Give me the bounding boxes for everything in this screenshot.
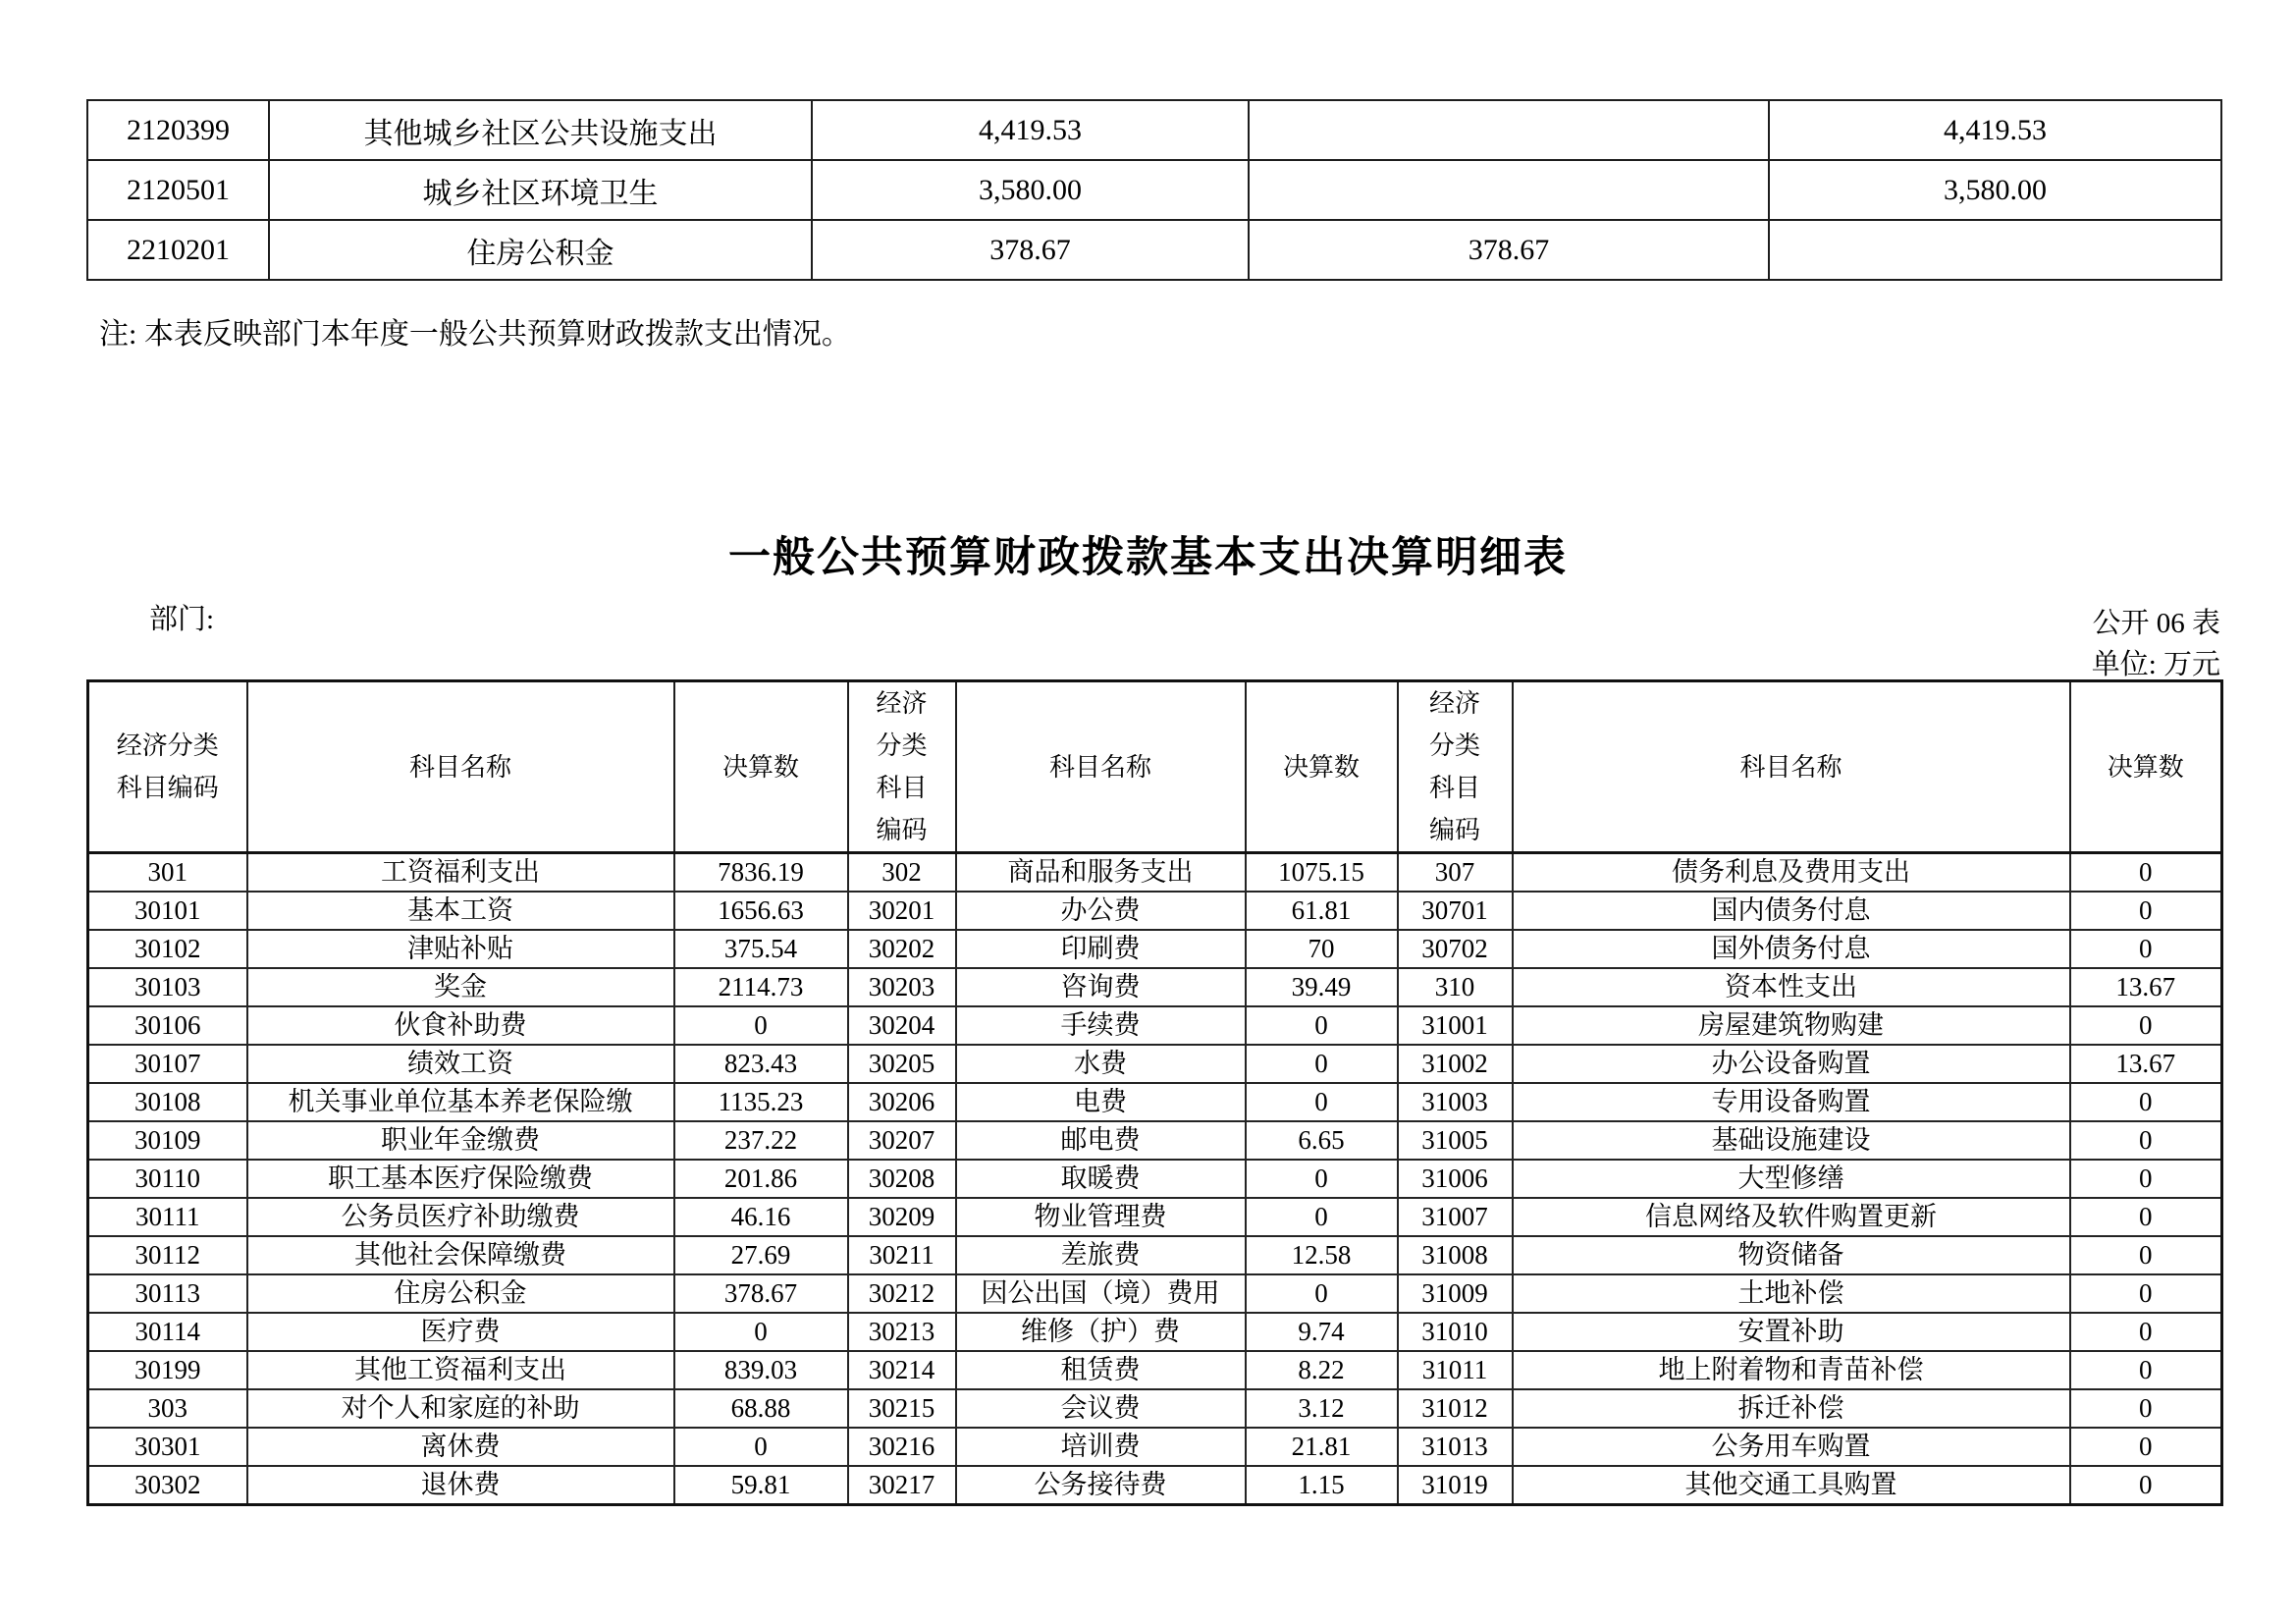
- name-cell: 公务接待费: [956, 1466, 1246, 1505]
- value-cell: 0: [1246, 1198, 1398, 1236]
- name-cell: 取暖费: [956, 1160, 1246, 1198]
- table-row: [88, 1045, 2222, 1083]
- value-cell: 6.65: [1246, 1121, 1398, 1160]
- value-cell: 13.67: [2070, 1045, 2222, 1083]
- table-row: [88, 1466, 2222, 1505]
- name-cell: 债务利息及费用支出: [1513, 853, 2070, 893]
- value-cell: 0: [2070, 1121, 2222, 1160]
- name-cell: 其他工资福利支出: [247, 1351, 674, 1389]
- table-row: [88, 853, 2222, 893]
- value-cell: 3,580.00: [1769, 160, 2221, 220]
- code-cell: 31005: [1398, 1121, 1513, 1160]
- col-header-name-1: 科目名称: [247, 681, 674, 853]
- code-cell: 303: [88, 1389, 247, 1428]
- code-cell: 31019: [1398, 1466, 1513, 1505]
- value-cell: 0: [2070, 853, 2222, 893]
- name-cell: 培训费: [956, 1428, 1246, 1466]
- value-cell: 1135.23: [674, 1083, 848, 1121]
- value-cell: 0: [2070, 1351, 2222, 1389]
- name-cell: 城乡社区环境卫生: [269, 160, 812, 220]
- table-row: [88, 1160, 2222, 1198]
- code-cell: 30206: [848, 1083, 956, 1121]
- code-cell: 30215: [848, 1389, 956, 1428]
- name-cell: 印刷费: [956, 930, 1246, 968]
- name-cell: 信息网络及软件购置更新: [1513, 1198, 2070, 1236]
- code-cell: 31006: [1398, 1160, 1513, 1198]
- code-cell: 31010: [1398, 1313, 1513, 1351]
- code-cell: 2120399: [87, 100, 269, 160]
- name-cell: 职工基本医疗保险缴费: [247, 1160, 674, 1198]
- code-cell: 30702: [1398, 930, 1513, 968]
- value-cell: 3.12: [1246, 1389, 1398, 1428]
- value-cell: 378.67: [1249, 220, 1769, 280]
- name-cell: 职业年金缴费: [247, 1121, 674, 1160]
- name-cell: 房屋建筑物购建: [1513, 1006, 2070, 1045]
- code-cell: 30110: [88, 1160, 247, 1198]
- table-row: [88, 930, 2222, 968]
- table-row: [88, 968, 2222, 1006]
- name-cell: 其他社会保障缴费: [247, 1236, 674, 1274]
- page-title: 一般公共预算财政拨款基本支出决算明细表: [728, 535, 1568, 581]
- code-cell: 30199: [88, 1351, 247, 1389]
- value-cell: [1249, 100, 1769, 160]
- table-row: [88, 1274, 2222, 1313]
- code-cell: 30202: [848, 930, 956, 968]
- name-cell: 国内债务付息: [1513, 892, 2070, 930]
- code-cell: 31003: [1398, 1083, 1513, 1121]
- value-cell: 0: [2070, 1274, 2222, 1313]
- value-cell: 0: [2070, 1389, 2222, 1428]
- table-note: 注: 本表反映部门本年度一般公共预算财政拨款支出情况。: [99, 318, 851, 351]
- value-cell: 39.49: [1246, 968, 1398, 1006]
- name-cell: 电费: [956, 1083, 1246, 1121]
- code-cell: 30216: [848, 1428, 956, 1466]
- value-cell: 0: [1246, 1045, 1398, 1083]
- value-cell: 0: [1246, 1274, 1398, 1313]
- value-cell: 0: [2070, 1160, 2222, 1198]
- value-cell: [1769, 220, 2221, 280]
- col-header-code-3: [1398, 681, 1513, 853]
- code-cell: 30212: [848, 1274, 956, 1313]
- name-cell: 住房公积金: [269, 220, 812, 280]
- col-header-value-2: 决算数: [1246, 681, 1398, 853]
- department-label: 部门:: [149, 604, 215, 635]
- value-cell: 68.88: [674, 1389, 848, 1428]
- code-cell: 31012: [1398, 1389, 1513, 1428]
- value-cell: 0: [1246, 1160, 1398, 1198]
- header-line: 科目编码: [116, 774, 219, 802]
- code-cell: 30107: [88, 1045, 247, 1083]
- code-cell: 301: [88, 853, 247, 893]
- value-cell: 378.67: [674, 1274, 848, 1313]
- code-cell: 2210201: [87, 220, 269, 280]
- name-cell: 邮电费: [956, 1121, 1246, 1160]
- code-cell: 30205: [848, 1045, 956, 1083]
- value-cell: 7836.19: [674, 853, 848, 893]
- code-cell: 30203: [848, 968, 956, 1006]
- code-cell: 30204: [848, 1006, 956, 1045]
- name-cell: 商品和服务支出: [956, 853, 1246, 893]
- code-cell: 2120501: [87, 160, 269, 220]
- value-cell: 0: [1246, 1083, 1398, 1121]
- code-cell: 30113: [88, 1274, 247, 1313]
- main-table-body: [88, 853, 2222, 1505]
- value-cell: 0: [2070, 930, 2222, 968]
- header-line: 编码: [1428, 816, 1480, 844]
- name-cell: 基本工资: [247, 892, 674, 930]
- code-cell: 31011: [1398, 1351, 1513, 1389]
- value-cell: 1656.63: [674, 892, 848, 930]
- name-cell: 基础设施建设: [1513, 1121, 2070, 1160]
- value-cell: 839.03: [674, 1351, 848, 1389]
- header-line: 科目: [876, 774, 928, 802]
- name-cell: 办公费: [956, 892, 1246, 930]
- code-cell: 30108: [88, 1083, 247, 1121]
- value-cell: 13.67: [2070, 968, 2222, 1006]
- code-cell: 30208: [848, 1160, 956, 1198]
- name-cell: 资本性支出: [1513, 968, 2070, 1006]
- name-cell: 物资储备: [1513, 1236, 2070, 1274]
- value-cell: 0: [2070, 892, 2222, 930]
- code-cell: 30112: [88, 1236, 247, 1274]
- value-cell: 61.81: [1246, 892, 1398, 930]
- name-cell: 公务用车购置: [1513, 1428, 2070, 1466]
- value-cell: 0: [674, 1006, 848, 1045]
- value-cell: 21.81: [1246, 1428, 1398, 1466]
- name-cell: 退休费: [247, 1466, 674, 1505]
- detail-table: [86, 679, 2223, 1506]
- code-cell: 30214: [848, 1351, 956, 1389]
- value-cell: 46.16: [674, 1198, 848, 1236]
- header-line: 经济: [876, 689, 928, 718]
- col-header-name-3: 科目名称: [1513, 681, 2070, 853]
- code-cell: 31002: [1398, 1045, 1513, 1083]
- code-cell: 30111: [88, 1198, 247, 1236]
- col-header-name-2: 科目名称: [956, 681, 1246, 853]
- code-cell: 30211: [848, 1236, 956, 1274]
- sheet-number-label: 公开 06 表: [2092, 608, 2220, 639]
- value-cell: 0: [2070, 1313, 2222, 1351]
- name-cell: 奖金: [247, 968, 674, 1006]
- value-cell: 375.54: [674, 930, 848, 968]
- name-cell: 津贴补贴: [247, 930, 674, 968]
- name-cell: 工资福利支出: [247, 853, 674, 893]
- value-cell: 0: [2070, 1198, 2222, 1236]
- unit-label: 单位: 万元: [2091, 649, 2220, 680]
- value-cell: 4,419.53: [812, 100, 1249, 160]
- code-cell: 31001: [1398, 1006, 1513, 1045]
- value-cell: 0: [2070, 1466, 2222, 1505]
- name-cell: 医疗费: [247, 1313, 674, 1351]
- header-line: 经济: [1428, 689, 1480, 718]
- name-cell: 物业管理费: [956, 1198, 1246, 1236]
- header-line: 经济分类: [116, 731, 219, 760]
- code-cell: 30102: [88, 930, 247, 968]
- top-table-body: [87, 100, 2221, 280]
- table-row: [88, 1313, 2222, 1351]
- name-cell: 维修（护）费: [956, 1313, 1246, 1351]
- code-cell: 30302: [88, 1466, 247, 1505]
- table-row: [87, 160, 2221, 220]
- value-cell: 1.15: [1246, 1466, 1398, 1505]
- name-cell: 会议费: [956, 1389, 1246, 1428]
- code-cell: 30201: [848, 892, 956, 930]
- value-cell: 378.67: [812, 220, 1249, 280]
- table-row: [87, 100, 2221, 160]
- name-cell: 国外债务付息: [1513, 930, 2070, 968]
- code-cell: 31009: [1398, 1274, 1513, 1313]
- code-cell: 31013: [1398, 1428, 1513, 1466]
- name-cell: 安置补助: [1513, 1313, 2070, 1351]
- code-cell: 30701: [1398, 892, 1513, 930]
- value-cell: [1249, 160, 1769, 220]
- value-cell: 9.74: [1246, 1313, 1398, 1351]
- name-cell: 咨询费: [956, 968, 1246, 1006]
- value-cell: 59.81: [674, 1466, 848, 1505]
- col-header-code-2: [848, 681, 956, 853]
- name-cell: 水费: [956, 1045, 1246, 1083]
- code-cell: 302: [848, 853, 956, 893]
- code-cell: 30217: [848, 1466, 956, 1505]
- code-cell: 31008: [1398, 1236, 1513, 1274]
- col-header-code-1: [88, 681, 247, 853]
- table-row: [88, 1389, 2222, 1428]
- name-cell: 租赁费: [956, 1351, 1246, 1389]
- value-cell: 70: [1246, 930, 1398, 968]
- code-cell: 30101: [88, 892, 247, 930]
- header-line: 分类: [876, 731, 928, 760]
- header-row: [88, 681, 2222, 853]
- col-header-value-1: 决算数: [674, 681, 848, 853]
- code-cell: 307: [1398, 853, 1513, 893]
- value-cell: 3,580.00: [812, 160, 1249, 220]
- name-cell: 因公出国（境）费用: [956, 1274, 1246, 1313]
- header-line: 科目: [1428, 774, 1480, 802]
- value-cell: 12.58: [1246, 1236, 1398, 1274]
- table-row: [87, 220, 2221, 280]
- value-cell: 0: [2070, 1006, 2222, 1045]
- name-cell: 公务员医疗补助缴费: [247, 1198, 674, 1236]
- name-cell: 住房公积金: [247, 1274, 674, 1313]
- name-cell: 差旅费: [956, 1236, 1246, 1274]
- name-cell: 绩效工资: [247, 1045, 674, 1083]
- code-cell: 310: [1398, 968, 1513, 1006]
- value-cell: 4,419.53: [1769, 100, 2221, 160]
- table-row: [88, 892, 2222, 930]
- name-cell: 拆迁补偿: [1513, 1389, 2070, 1428]
- name-cell: 大型修缮: [1513, 1160, 2070, 1198]
- value-cell: 8.22: [1246, 1351, 1398, 1389]
- name-cell: 办公设备购置: [1513, 1045, 2070, 1083]
- col-header-value-3: 决算数: [2070, 681, 2222, 853]
- name-cell: 离休费: [247, 1428, 674, 1466]
- code-cell: 30213: [848, 1313, 956, 1351]
- code-cell: 30109: [88, 1121, 247, 1160]
- value-cell: 0: [2070, 1083, 2222, 1121]
- value-cell: 0: [2070, 1236, 2222, 1274]
- code-cell: 30209: [848, 1198, 956, 1236]
- code-cell: 30114: [88, 1313, 247, 1351]
- code-cell: 30301: [88, 1428, 247, 1466]
- table-row: [88, 1121, 2222, 1160]
- name-cell: 手续费: [956, 1006, 1246, 1045]
- code-cell: 30103: [88, 968, 247, 1006]
- table-row: [88, 1236, 2222, 1274]
- value-cell: 0: [1246, 1006, 1398, 1045]
- name-cell: 机关事业单位基本养老保险缴: [247, 1083, 674, 1121]
- value-cell: 201.86: [674, 1160, 848, 1198]
- name-cell: 土地补偿: [1513, 1274, 2070, 1313]
- value-cell: 1075.15: [1246, 853, 1398, 893]
- value-cell: 0: [2070, 1428, 2222, 1466]
- name-cell: 其他城乡社区公共设施支出: [269, 100, 812, 160]
- code-cell: 30207: [848, 1121, 956, 1160]
- value-cell: 823.43: [674, 1045, 848, 1083]
- table-row: [88, 1428, 2222, 1466]
- value-cell: 2114.73: [674, 968, 848, 1006]
- name-cell: 专用设备购置: [1513, 1083, 2070, 1121]
- table-row: [88, 1006, 2222, 1045]
- value-cell: 27.69: [674, 1236, 848, 1274]
- value-cell: 0: [674, 1428, 848, 1466]
- table-row: [88, 1351, 2222, 1389]
- code-cell: 31007: [1398, 1198, 1513, 1236]
- header-line: 分类: [1428, 731, 1480, 760]
- name-cell: 伙食补助费: [247, 1006, 674, 1045]
- name-cell: 地上附着物和青苗补偿: [1513, 1351, 2070, 1389]
- value-cell: 0: [674, 1313, 848, 1351]
- name-cell: 其他交通工具购置: [1513, 1466, 2070, 1505]
- table-row: [88, 1083, 2222, 1121]
- header-line: 编码: [876, 816, 928, 844]
- table-row: [88, 1198, 2222, 1236]
- summary-table: [86, 99, 2222, 281]
- value-cell: 237.22: [674, 1121, 848, 1160]
- name-cell: 对个人和家庭的补助: [247, 1389, 674, 1428]
- code-cell: 30106: [88, 1006, 247, 1045]
